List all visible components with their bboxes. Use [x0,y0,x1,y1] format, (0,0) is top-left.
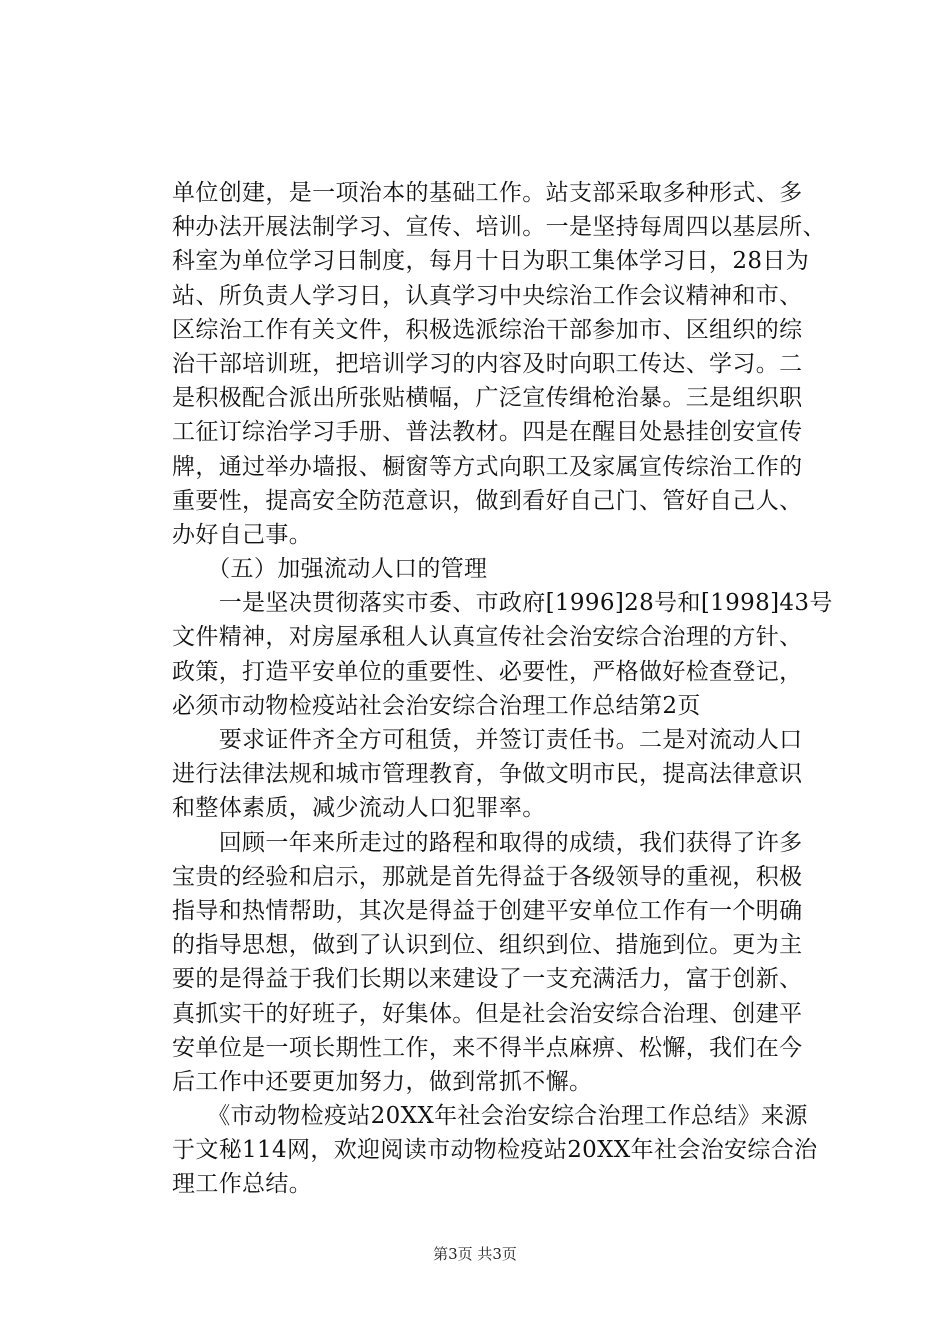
text-line: 科室为单位学习日制度，每月十日为职工集体学习日，28日为 [172,248,810,275]
text-line: 种办法开展法制学习、宣传、培训。一是坚持每周四以基层所、 [172,214,826,241]
text-line: 一是坚决贯彻落实市委、市政府[1996]28号和[1998]43号 [172,590,833,617]
text-line: 站、所负责人学习日，认真学习中央综治工作会议精神和市、 [172,282,803,309]
text-line: 于文秘114网，欢迎阅读市动物检疫站20XX年社会治安综合治 [172,1137,818,1164]
text-line: 是积极配合派出所张贴横幅，广泛宣传缉枪治暴。三是组织职 [172,385,803,412]
text-line: 和整体素质，减少流动人口犯罪率。 [172,795,546,822]
text-line: 要求证件齐全方可租赁，并签订责任书。二是对流动人口 [172,727,803,753]
text-line: 治干部培训班，把培训学习的内容及时向职工传达、学习。二 [172,350,803,377]
text-line: 重要性，提高安全防范意识，做到看好自己门、管好自己人、 [172,487,803,514]
text-line: 进行法律法规和城市管理教育，争做文明市民，提高法律意识 [172,761,803,788]
document-body [172,176,833,1202]
text-line: 要的是得益于我们长期以来建设了一支充满活力，富于创新、 [172,966,803,993]
text-line: 宝贵的经验和启示，那就是首先得益于各级领导的重视，积极 [172,863,803,890]
section-heading: （五）加强流动人口的管理 [172,556,488,583]
text-line: 文件精神，对房屋承租人认真宣传社会治安综合治理的方针、 [172,624,803,651]
text-line: 的指导思想，做到了认识到位、组织到位、措施到位。更为主 [172,932,803,959]
page-footer: 第3页 共3页 [433,1245,517,1263]
text-line: 后工作中还要更加努力，做到常抓不懈。 [172,1068,593,1095]
text-line: 工征订综治学习手册、普法教材。四是在醒目处悬挂创安宣传 [172,419,803,446]
text-line: 指导和热情帮助，其次是得益于创建平安单位工作有一个明确 [172,897,803,924]
text-line: 单位创建，是一项治本的基础工作。站支部采取多种形式、多 [172,180,803,206]
text-line: 安单位是一项长期性工作，来不得半点麻痹、松懈，我们在今 [172,1034,803,1061]
text-line: 政策，打造平安单位的重要性、必要性，严格做好检查登记， [172,658,803,685]
text-line: 回顾一年来所走过的路程和取得的成绩，我们获得了许多 [172,829,803,856]
text-line: 《市动物检疫站20XX年社会治安综合治理工作总结》来源 [172,1103,808,1130]
text-line: 办好自己事。 [172,521,313,548]
text-line: 牌，通过举办墙报、橱窗等方式向职工及家属宣传综治工作的 [172,453,803,480]
text-line: 真抓实干的好班子，好集体。但是社会治安综合治理、创建平 [172,1000,803,1027]
text-line: 区综治工作有关文件，积极选派综治干部参加市、区组织的综 [172,316,803,343]
text-line: 必须市动物检疫站社会治安综合治理工作总结第2页 [172,692,701,719]
text-line: 理工作总结。 [172,1171,313,1198]
